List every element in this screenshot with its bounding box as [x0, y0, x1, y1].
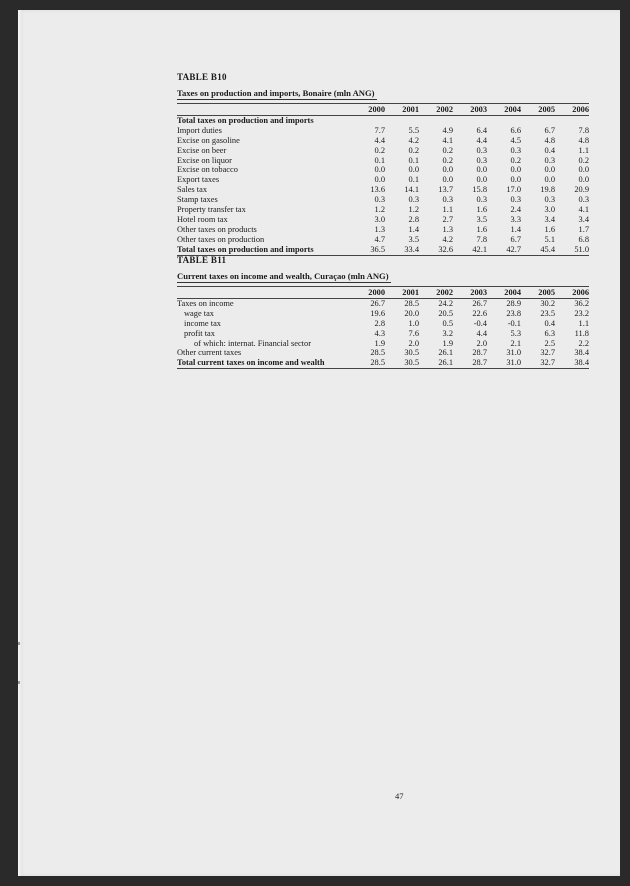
- cell-value: 4.9: [442, 125, 453, 135]
- total-label: Total taxes on production and imports: [177, 245, 351, 255]
- row-label: Hotel room tax: [177, 214, 228, 224]
- row-label: Excise on beer: [177, 145, 227, 155]
- table-row: [177, 136, 589, 146]
- total-value: 38.4: [555, 358, 589, 368]
- cell-value: 2.8: [408, 214, 419, 224]
- cell-value: 6.4: [476, 125, 487, 135]
- cell-value: 6.7: [510, 234, 521, 244]
- cell-value: 22.6: [472, 308, 487, 318]
- cell-value: 0.1: [408, 175, 419, 185]
- total-value: 33.4: [385, 245, 419, 255]
- cell-value: 2.1: [510, 338, 521, 348]
- cell-value: 7.8: [578, 125, 589, 135]
- cell-value: 1.7: [578, 224, 589, 234]
- cell-value: 28.5: [404, 298, 419, 308]
- column-header-2004: 2004: [487, 287, 521, 299]
- column-header-2002: 2002: [419, 287, 453, 299]
- row-label: profit tax: [184, 328, 215, 338]
- total-label: Total current taxes on income and wealth: [177, 358, 351, 368]
- table-row: [177, 146, 589, 156]
- column-header-2002: 2002: [419, 104, 453, 116]
- cell-value: 2.8: [374, 318, 385, 328]
- total-value: 36.5: [351, 245, 385, 255]
- total-value: 45.4: [521, 245, 555, 255]
- total-value: 42.1: [453, 245, 487, 255]
- cell-value: 30.5: [404, 348, 419, 358]
- cell-value: 4.1: [442, 135, 453, 145]
- cell-value: 1.2: [408, 205, 419, 215]
- table-b11: [177, 286, 589, 369]
- cell-value: 11.8: [574, 328, 589, 338]
- section-header: Total taxes on production and imports: [177, 115, 314, 125]
- cell-value: 3.5: [408, 234, 419, 244]
- cell-value: 30.2: [540, 298, 555, 308]
- table-row: [177, 225, 589, 235]
- total-value: 32.7: [521, 358, 555, 368]
- row-label: Other current taxes: [177, 348, 242, 358]
- cell-value: 0.2: [510, 155, 521, 165]
- cell-value: 3.4: [544, 214, 555, 224]
- total-value: 51.0: [555, 245, 589, 255]
- cell-value: 20.0: [404, 308, 419, 318]
- cell-value: 0.0: [510, 165, 521, 175]
- row-label: Import duties: [177, 125, 222, 135]
- table-row: [177, 195, 589, 205]
- table-row: [177, 126, 589, 136]
- cell-value: 28.9: [506, 298, 521, 308]
- cell-value: 38.4: [574, 348, 589, 358]
- column-header-2005: 2005: [521, 104, 555, 116]
- table-row: [177, 185, 589, 195]
- cell-value: -0.4: [473, 318, 487, 328]
- table-header-row: [177, 104, 589, 116]
- row-label: Excise on tobacco: [177, 165, 238, 175]
- section-header-row: [177, 115, 589, 125]
- page-spine: [18, 10, 22, 876]
- table-row: [177, 319, 589, 329]
- cell-value: 0.0: [578, 165, 589, 175]
- cell-value: 32.7: [540, 348, 555, 358]
- total-value: 28.7: [453, 358, 487, 368]
- cell-value: 4.3: [374, 328, 385, 338]
- table-b11-title: Current taxes on income and wealth, Curaçao (mln ANG): [177, 271, 389, 281]
- table-b10-title: Taxes on production and imports, Bonaire (mln ANG): [177, 88, 375, 98]
- cell-value: 23.8: [506, 308, 521, 318]
- cell-value: 0.5: [442, 318, 453, 328]
- total-value: 32.6: [419, 245, 453, 255]
- table-b11-block: [177, 255, 589, 369]
- cell-value: 0.2: [442, 145, 453, 155]
- cell-value: 0.3: [510, 195, 521, 205]
- table-row: [177, 165, 589, 175]
- table-b10-label: TABLE B10: [177, 72, 227, 82]
- total-row: [177, 358, 589, 368]
- column-header-2001: 2001: [385, 287, 419, 299]
- cell-value: 4.4: [476, 135, 487, 145]
- row-label: Export taxes: [177, 175, 220, 185]
- cell-value: 1.0: [408, 318, 419, 328]
- cell-value: 1.3: [374, 224, 385, 234]
- cell-value: 1.9: [374, 338, 385, 348]
- cell-value: 17.0: [506, 185, 521, 195]
- cell-value: 3.2: [442, 328, 453, 338]
- cell-value: 2.2: [578, 338, 589, 348]
- column-header-2000: 2000: [351, 287, 385, 299]
- cell-value: 1.1: [578, 145, 589, 155]
- cell-value: -0.1: [507, 318, 521, 328]
- table-row: [177, 205, 589, 215]
- cell-value: 0.3: [442, 195, 453, 205]
- table-header-row: [177, 287, 589, 299]
- cell-value: 0.2: [408, 145, 419, 155]
- table-b10-block: [177, 72, 589, 256]
- column-header-2000: 2000: [351, 104, 385, 116]
- cell-value: 0.2: [374, 145, 385, 155]
- cell-value: 0.0: [578, 175, 589, 185]
- edge-mark: [18, 642, 20, 645]
- cell-value: 6.7: [544, 125, 555, 135]
- row-label: Taxes on income: [177, 298, 234, 308]
- cell-value: 4.5: [510, 135, 521, 145]
- row-label: Other taxes on products: [177, 224, 257, 234]
- table-row: [177, 215, 589, 225]
- cell-value: 1.2: [374, 205, 385, 215]
- cell-value: 4.4: [374, 135, 385, 145]
- table-row: [177, 339, 589, 349]
- cell-value: 4.4: [476, 328, 487, 338]
- cell-value: 1.4: [408, 224, 419, 234]
- cell-value: 2.4: [510, 205, 521, 215]
- cell-value: 7.6: [408, 328, 419, 338]
- cell-value: 5.1: [544, 234, 555, 244]
- row-label: Sales tax: [177, 185, 208, 195]
- cell-value: 0.4: [544, 145, 555, 155]
- column-header-2006: 2006: [555, 104, 589, 116]
- total-value: 42.7: [487, 245, 521, 255]
- cell-value: 0.0: [544, 165, 555, 175]
- column-header-label: [177, 287, 351, 299]
- table-b11-label: TABLE B11: [177, 255, 227, 265]
- cell-value: 0.0: [442, 165, 453, 175]
- cell-value: 0.3: [544, 195, 555, 205]
- cell-value: 6.8: [578, 234, 589, 244]
- cell-value: 0.0: [544, 175, 555, 185]
- column-header-2003: 2003: [453, 287, 487, 299]
- cell-value: 28.5: [370, 348, 385, 358]
- table-b10: [177, 103, 589, 256]
- table-row: [177, 156, 589, 166]
- total-row: [177, 245, 589, 255]
- row-label: Excise on gasoline: [177, 135, 240, 145]
- cell-value: 4.2: [408, 135, 419, 145]
- cell-value: 0.0: [442, 175, 453, 185]
- cell-value: 0.3: [374, 195, 385, 205]
- cell-value: 1.4: [510, 224, 521, 234]
- cell-value: 20.9: [574, 185, 589, 195]
- cell-value: 15.8: [472, 185, 487, 195]
- cell-value: 0.3: [476, 155, 487, 165]
- cell-value: 26.1: [438, 348, 453, 358]
- cell-value: 2.0: [476, 338, 487, 348]
- column-header-label: [177, 104, 351, 116]
- cell-value: 24.2: [438, 298, 453, 308]
- cell-value: 3.5: [476, 214, 487, 224]
- cell-value: 6.3: [544, 328, 555, 338]
- column-header-2003: 2003: [453, 104, 487, 116]
- total-value: 31.0: [487, 358, 521, 368]
- cell-value: 0.0: [476, 165, 487, 175]
- page-number: 47: [395, 791, 404, 801]
- cell-value: 2.7: [442, 214, 453, 224]
- cell-value: 5.3: [510, 328, 521, 338]
- cell-value: 23.2: [574, 308, 589, 318]
- row-label: Excise on liquor: [177, 155, 232, 165]
- cell-value: 4.8: [578, 135, 589, 145]
- cell-value: 3.3: [510, 214, 521, 224]
- row-label: wage tax: [184, 308, 214, 318]
- cell-value: 2.0: [408, 338, 419, 348]
- cell-value: 0.3: [476, 145, 487, 155]
- total-value: 26.1: [419, 358, 453, 368]
- cell-value: 0.2: [578, 155, 589, 165]
- table-row: [177, 348, 589, 358]
- cell-value: 0.4: [544, 318, 555, 328]
- cell-value: 3.0: [544, 205, 555, 215]
- cell-value: 19.8: [540, 185, 555, 195]
- cell-value: 4.8: [544, 135, 555, 145]
- cell-value: 1.9: [442, 338, 453, 348]
- cell-value: 20.5: [438, 308, 453, 318]
- total-value: 30.5: [385, 358, 419, 368]
- cell-value: 1.1: [442, 205, 453, 215]
- cell-value: 0.1: [374, 155, 385, 165]
- cell-value: 0.3: [476, 195, 487, 205]
- cell-value: 3.0: [374, 214, 385, 224]
- table-row: [177, 309, 589, 319]
- cell-value: 7.8: [476, 234, 487, 244]
- table-row: [177, 298, 589, 308]
- cell-value: 0.3: [408, 195, 419, 205]
- cell-value: 26.7: [370, 298, 385, 308]
- cell-value: 23.5: [540, 308, 555, 318]
- cell-value: 31.0: [506, 348, 521, 358]
- cell-value: 19.6: [370, 308, 385, 318]
- cell-value: 0.0: [374, 165, 385, 175]
- cell-value: 4.7: [374, 234, 385, 244]
- column-header-2001: 2001: [385, 104, 419, 116]
- cell-value: 2.5: [544, 338, 555, 348]
- cell-value: 13.6: [370, 185, 385, 195]
- row-label: of which: internat. Financial sector: [194, 338, 311, 348]
- cell-value: 1.1: [578, 318, 589, 328]
- cell-value: 0.1: [408, 155, 419, 165]
- cell-value: 5.5: [408, 125, 419, 135]
- cell-value: 36.2: [574, 298, 589, 308]
- row-label: Property transfer tax: [177, 205, 246, 215]
- cell-value: 0.3: [578, 195, 589, 205]
- cell-value: 0.3: [510, 145, 521, 155]
- cell-value: 1.3: [442, 224, 453, 234]
- cell-value: 28.7: [472, 348, 487, 358]
- cell-value: 6.6: [510, 125, 521, 135]
- row-label: Other taxes on production: [177, 234, 265, 244]
- table-row: [177, 175, 589, 185]
- cell-value: 1.6: [544, 224, 555, 234]
- cell-value: 0.0: [408, 165, 419, 175]
- cell-value: 7.7: [374, 125, 385, 135]
- cell-value: 1.6: [476, 205, 487, 215]
- table-row: [177, 329, 589, 339]
- cell-value: 26.7: [472, 298, 487, 308]
- edge-mark: [18, 681, 20, 684]
- cell-value: 0.0: [476, 175, 487, 185]
- cell-value: 1.6: [476, 224, 487, 234]
- total-value: 28.5: [351, 358, 385, 368]
- cell-value: 13.7: [438, 185, 453, 195]
- cell-value: 14.1: [404, 185, 419, 195]
- cell-value: 0.3: [544, 155, 555, 165]
- column-header-2005: 2005: [521, 287, 555, 299]
- cell-value: 0.0: [374, 175, 385, 185]
- row-label: Stamp taxes: [177, 195, 218, 205]
- cell-value: 4.1: [578, 205, 589, 215]
- table-row: [177, 235, 589, 245]
- cell-value: 0.0: [510, 175, 521, 185]
- column-header-2006: 2006: [555, 287, 589, 299]
- cell-value: 4.2: [442, 234, 453, 244]
- cell-value: 0.2: [442, 155, 453, 165]
- cell-value: 3.4: [578, 214, 589, 224]
- column-header-2004: 2004: [487, 104, 521, 116]
- row-label: income tax: [184, 318, 221, 328]
